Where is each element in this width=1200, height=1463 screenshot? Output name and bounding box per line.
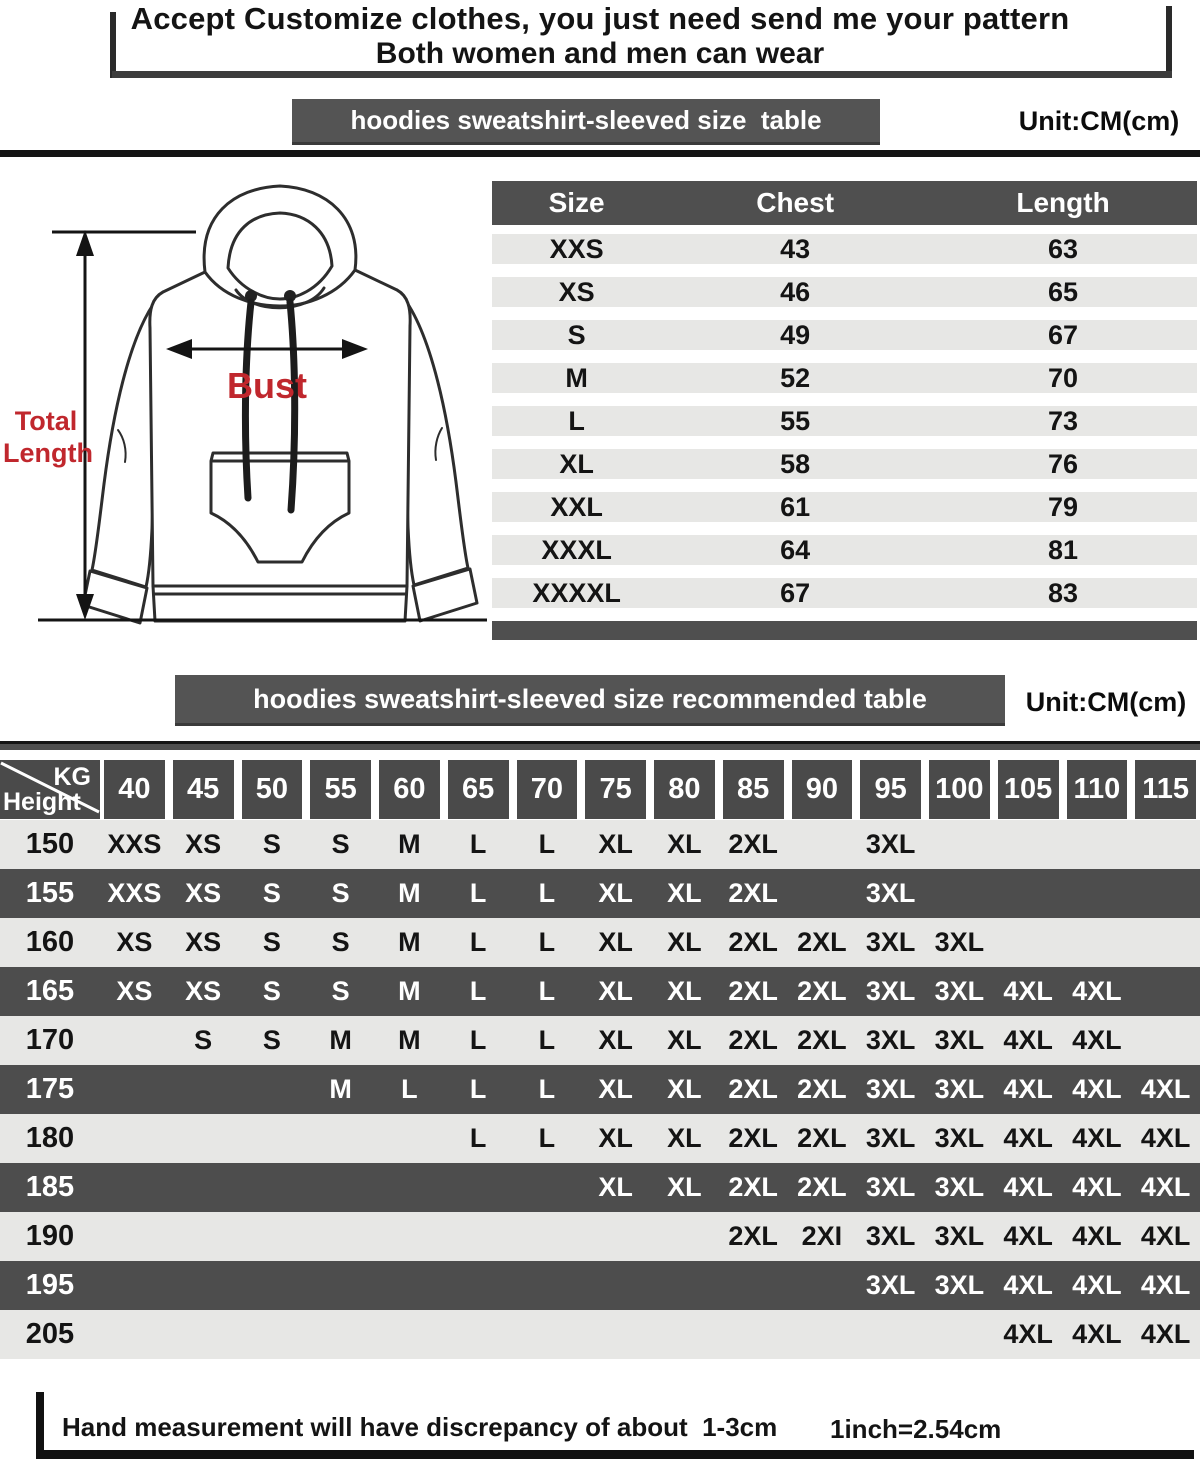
height-label-cell: 185 [25,1171,75,1203]
matrix-row [0,1065,1200,1114]
size-recommendation-cell: S [262,829,281,859]
length-cell: 83 [1048,578,1079,608]
size-recommendation-cell [100,1261,169,1310]
size-recommendation-cell: L [469,976,487,1006]
footer-bottom-bar [36,1450,1194,1459]
footer-left-bar [36,1392,44,1459]
size-recommendation-cell: S [262,1025,281,1055]
size-recommendation-cell: M [398,1025,421,1055]
size-recommendation-cell [1063,918,1132,967]
header-line-1: Accept Customize clothes, you just need send me your pattern [130,1,1070,36]
length-cell: 67 [1048,320,1079,350]
size-recommendation-cell [375,1114,444,1163]
size-recommendation-cell: 4XL [1003,1319,1053,1349]
size-recommendation-cell [1063,820,1132,869]
size-recommendation-cell [238,1261,307,1310]
size-recommendation-cell: XL [667,1172,702,1202]
size-recommendation-cell: 4XL [1003,1270,1053,1300]
size-recommendation-cell: 2XL [797,927,847,957]
size-recommendation-cell [238,1310,307,1359]
size-recommendation-cell [925,820,994,869]
size-recommendation-cell [994,869,1063,918]
weight-header-cell: 105 [998,760,1059,819]
matrix-row [0,820,1200,869]
size-table-row [492,492,1197,522]
chest-cell: 49 [780,320,811,350]
size-recommendation-cell: M [398,927,421,957]
size-recommendation-cell: L [469,1074,487,1104]
size-recommendation-cell [513,1261,582,1310]
header-line-2: Both women and men can wear [375,37,825,70]
size-recommendation-cell [650,1212,719,1261]
inch-conversion: 1inch=2.54cm [830,1414,1002,1444]
size-recommendation-cell: 4XL [1003,1172,1053,1202]
size-recommendation-cell: 4XL [1140,1123,1191,1153]
weight-header-cell: 115 [1135,760,1196,819]
chest-cell: 67 [780,578,811,608]
divider-line-1 [0,150,1200,157]
header-bracket-right [1166,6,1172,76]
size-table-body [492,234,1197,608]
height-label-cell: 165 [25,975,75,1007]
weight-header-cell: 40 [104,760,165,819]
size-recommendation-cell: 2XI [801,1221,843,1251]
size-recommendation-cell [375,1212,444,1261]
size-recommendation-cell: 4XL [1140,1221,1191,1251]
size-recommendation-cell: L [469,829,487,859]
matrix-row [0,1261,1200,1310]
weight-header-cell: 55 [310,760,371,819]
matrix-header-row [0,760,1200,814]
size-recommendation-cell: XS [185,829,222,859]
size-table-column-header: Chest [756,187,835,218]
size-recommendation-cell: 3XL [865,1074,916,1104]
size-recommendation-cell: L [538,1123,556,1153]
size-recommendation-cell: 2XL [728,1221,778,1251]
matrix-row [0,1310,1200,1359]
chest-cell: 43 [780,234,811,264]
size-recommendation-cell: XL [667,1074,702,1104]
size-recommendation-cell: 3XL [865,1123,916,1153]
size-recommendation-cell: XL [598,976,633,1006]
size-recommendation-cell: 2XL [728,829,778,859]
size-recommendation-cell [1131,820,1200,869]
size-recommendation-cell [581,1212,650,1261]
size-recommendation-cell [513,1163,582,1212]
size-table-row [492,277,1197,307]
size-recommendation-cell: XL [598,1074,633,1104]
length-cell: 65 [1048,277,1079,307]
weight-header-cell: 90 [792,760,853,819]
size-recommendation-cell [169,1310,238,1359]
size-recommendation-cell [238,1212,307,1261]
size-recommendation-cell: 3XL [934,927,985,957]
matrix-row [0,967,1200,1016]
size-recommendation-cell: 2XL [728,1025,778,1055]
size-recommendation-cell [100,1212,169,1261]
size-recommendation-cell: S [262,976,281,1006]
corner-kg-label: KG [53,763,91,791]
size-recommendation-cell: L [469,1123,487,1153]
size-recommendation-cell [994,918,1063,967]
size-recommendation-cell: S [194,1025,213,1055]
size-recommendation-cell: L [538,927,556,957]
height-label-cell: 160 [25,926,75,958]
size-recommendation-cell [581,1261,650,1310]
chest-cell: 61 [780,492,811,522]
size-recommendation-cell: S [331,878,350,908]
size-recommendation-cell: L [538,976,556,1006]
size-recommendation-cell [788,820,857,869]
divider-line-2 [0,741,1200,750]
size-table-row [492,363,1197,393]
size-cell: XXXL [541,535,612,565]
recommended-table-banner-label: hoodies sweatshirt-sleeved size recommended table [253,683,927,714]
height-label-cell: 205 [25,1318,75,1350]
weight-header-cell: 110 [1067,760,1128,819]
size-recommendation-cell [1063,869,1132,918]
unit-label-1: Unit:CM(cm) [1018,106,1180,136]
size-recommendation-cell: XL [667,829,702,859]
size-recommendation-cell: XXS [107,878,162,908]
size-recommendation-cell: 4XL [1140,1172,1191,1202]
size-recommendation-cell: 2XL [728,976,778,1006]
weight-header-cell: 50 [242,760,303,819]
size-recommendation-cell: 4XL [1072,1319,1122,1349]
chest-cell: 58 [780,449,811,479]
size-recommendation-cell: 2XL [728,927,778,957]
matrix-row [0,1212,1200,1261]
size-recommendation-cell [581,1310,650,1359]
size-recommendation-cell: XL [598,1025,633,1055]
size-table [492,181,1197,640]
height-label-cell: 170 [25,1024,75,1056]
height-label-cell: 150 [25,828,75,860]
size-recommendation-cell [375,1261,444,1310]
size-recommendation-cell: 4XL [1003,1074,1053,1104]
size-recommendation-cell: XS [116,927,153,957]
size-recommendation-cell [100,1016,169,1065]
chest-cell: 55 [780,406,811,436]
size-recommendation-cell: XL [598,1172,633,1202]
header-bracket-left [110,12,116,78]
size-recommendation-cell: 4XL [1140,1270,1191,1300]
size-recommendation-cell [306,1163,375,1212]
size-recommendation-cell: 4XL [1003,1025,1053,1055]
size-recommendation-cell: M [398,976,421,1006]
size-recommendation-cell: XL [667,1025,702,1055]
size-recommendation-cell: M [398,829,421,859]
size-recommendation-cell: S [262,927,281,957]
size-recommendation-cell [719,1310,788,1359]
size-recommendation-cell: XL [667,976,702,1006]
size-recommendation-cell: 3XL [934,976,985,1006]
size-recommendation-cell: 3XL [865,829,916,859]
chest-cell: 52 [780,363,811,393]
size-recommendation-cell [994,820,1063,869]
size-recommendation-cell [650,1310,719,1359]
size-recommendation-cell: 2XL [797,1172,847,1202]
size-recommendation-cell [444,1261,513,1310]
size-table-row [492,234,1197,264]
size-recommendation-cell: L [469,1025,487,1055]
size-recommendation-cell [788,1310,857,1359]
size-recommendation-cell [719,1261,788,1310]
size-recommendation-cell: 2XL [797,1123,847,1153]
length-cell: 73 [1048,406,1079,436]
size-recommendation-cell: M [398,878,421,908]
size-recommendation-cell: 3XL [934,1172,985,1202]
size-table-banner [292,99,880,145]
size-recommendation-cell: XXS [107,829,162,859]
height-label-cell: 190 [25,1220,75,1252]
size-recommendation-cell [306,1114,375,1163]
size-recommendation-cell: 4XL [1072,1221,1122,1251]
size-recommendation-cell [100,1114,169,1163]
size-recommendation-cell [100,1163,169,1212]
height-label-cell: 155 [25,877,75,909]
size-recommendation-cell: 2XL [797,1025,847,1055]
size-recommendation-cell: L [401,1074,418,1104]
size-table-footer-bar [492,621,1197,640]
size-table-row [492,535,1197,565]
size-table-header [492,181,1197,225]
size-recommendation-cell [238,1065,307,1114]
size-cell: XXXXL [532,578,621,608]
size-recommendation-cell: 4XL [1072,1123,1122,1153]
size-cell: XXL [550,492,603,522]
matrix-row [0,1163,1200,1212]
matrix-row [0,1016,1200,1065]
size-recommendation-cell: XL [598,927,633,957]
size-recommendation-cell: 3XL [934,1270,985,1300]
size-recommendation-cell: L [469,878,487,908]
size-recommendation-cell: 2XL [797,1074,847,1104]
size-recommendation-cell: 2XL [728,1123,778,1153]
weight-header-cell: 100 [929,760,990,819]
size-recommendation-cell: M [329,1074,352,1104]
weight-header-cell: 80 [654,760,715,819]
size-recommendation-cell: L [538,829,556,859]
length-cell: 81 [1048,535,1079,565]
matrix-row [0,869,1200,918]
size-recommendation-cell: 3XL [865,976,916,1006]
size-recommendation-cell: 4XL [1072,976,1122,1006]
height-label-cell: 195 [25,1269,75,1301]
size-recommendation-cell [306,1261,375,1310]
size-recommendation-cell: 3XL [865,878,916,908]
weight-header-cell: 45 [173,760,234,819]
size-recommendation-cell [306,1212,375,1261]
weight-header-cell: 95 [860,760,921,819]
size-recommendation-cell: XL [667,927,702,957]
total-length-label-line1: Total [14,406,78,436]
size-recommendation-cell: 3XL [865,1221,916,1251]
size-recommendation-cell: 3XL [865,1025,916,1055]
weight-header-cell: 60 [379,760,440,819]
size-recommendation-cell: 4XL [1072,1172,1122,1202]
size-table-row [492,449,1197,479]
size-recommendation-cell: 4XL [1072,1025,1122,1055]
matrix-corner-cell [0,760,100,819]
height-label-cell: 175 [25,1073,75,1105]
size-table-row [492,406,1197,436]
size-recommendation-cell [238,1163,307,1212]
size-recommendation-cell [513,1212,582,1261]
size-recommendation-cell [1131,869,1200,918]
size-recommendation-cell: XL [667,1123,702,1153]
size-recommendation-cell [925,1310,994,1359]
size-recommendation-cell: S [331,829,350,859]
unit-label-2: Unit:CM(cm) [1025,687,1187,717]
measurement-note: Hand measurement will have discrepancy of about 1-3cm [62,1412,778,1442]
size-recommendation-cell: S [262,878,281,908]
size-recommendation-cell [1131,918,1200,967]
size-recommendation-cell [169,1163,238,1212]
size-recommendation-cell: M [329,1025,352,1055]
chest-cell: 46 [780,277,811,307]
weight-header-cell: 75 [585,760,646,819]
size-recommendation-cell: 2XL [728,1172,778,1202]
size-recommendation-cell: 4XL [1003,1123,1053,1153]
matrix-row [0,918,1200,967]
length-cell: 70 [1048,363,1079,393]
size-recommendation-cell: 3XL [934,1025,985,1055]
size-recommendation-cell: XL [667,878,702,908]
size-recommendation-cell [375,1163,444,1212]
recommended-size-matrix [0,760,1200,1359]
length-cell: 63 [1048,234,1079,264]
length-cell: 76 [1048,449,1079,479]
size-recommendation-cell [306,1310,375,1359]
chest-cell: 64 [780,535,811,565]
size-recommendation-cell [1131,1016,1200,1065]
size-cell: S [567,320,586,350]
size-recommendation-cell [444,1212,513,1261]
size-recommendation-cell [856,1310,925,1359]
size-recommendation-cell: S [331,976,350,1006]
size-recommendation-cell: 4XL [1072,1270,1122,1300]
hoodie-measurement-diagram [0,168,490,653]
size-table-banner-label: hoodies sweatshirt-sleeved size table [350,105,822,135]
matrix-row [0,1114,1200,1163]
size-recommendation-cell: XS [185,927,222,957]
size-recommendation-cell: 4XL [1072,1074,1122,1104]
size-recommendation-cell [444,1163,513,1212]
size-recommendation-cell [650,1261,719,1310]
size-recommendation-cell: L [469,927,487,957]
size-cell: XL [559,449,594,479]
size-cell: XXS [549,234,604,264]
size-recommendation-cell: 3XL [865,1172,916,1202]
size-recommendation-cell: 3XL [865,927,916,957]
size-table-row [492,320,1197,350]
size-recommendation-cell: 3XL [934,1221,985,1251]
size-recommendation-cell: XL [598,829,633,859]
size-recommendation-cell: L [538,878,556,908]
size-recommendation-cell: 3XL [865,1270,916,1300]
size-recommendation-cell [169,1114,238,1163]
size-recommendation-cell [513,1310,582,1359]
size-recommendation-cell [925,869,994,918]
size-recommendation-cell: XL [598,878,633,908]
matrix-body [0,820,1200,1359]
total-length-label-line2: Length [3,438,93,468]
size-recommendation-cell [1131,967,1200,1016]
size-table-row [492,578,1197,608]
height-label-cell: 180 [25,1122,75,1154]
size-recommendation-cell: 2XL [728,878,778,908]
size-recommendation-cell: 4XL [1003,976,1053,1006]
header-underline [112,71,1172,78]
size-recommendation-cell: 3XL [934,1074,985,1104]
size-recommendation-cell: L [538,1025,556,1055]
size-cell: L [568,406,585,436]
corner-height-label: Height [3,788,81,816]
recommended-table-banner [175,675,1005,726]
size-recommendation-cell [444,1310,513,1359]
size-recommendation-cell [238,1114,307,1163]
size-table-column-header: Length [1016,187,1110,218]
size-recommendation-cell [788,1261,857,1310]
size-recommendation-cell: L [538,1074,556,1104]
size-recommendation-cell: 4XL [1140,1319,1191,1349]
bust-label: Bust [227,365,307,406]
size-recommendation-cell: S [331,927,350,957]
size-recommendation-cell [788,869,857,918]
size-table-column-header: Size [548,187,605,218]
size-recommendation-cell [169,1261,238,1310]
size-recommendation-cell: XS [185,976,222,1006]
size-recommendation-cell: 3XL [934,1123,985,1153]
size-cell: XS [558,277,595,307]
weight-header-cell: 70 [517,760,578,819]
size-recommendation-cell [169,1212,238,1261]
size-recommendation-cell: XL [598,1123,633,1153]
size-recommendation-cell [100,1310,169,1359]
length-cell: 79 [1048,492,1079,522]
weight-header-cell: 85 [723,760,784,819]
size-recommendation-cell [100,1065,169,1114]
size-recommendation-cell: XS [185,878,222,908]
size-cell: M [565,363,588,393]
size-recommendation-cell [169,1065,238,1114]
size-recommendation-cell: 2XL [728,1074,778,1104]
size-recommendation-cell [375,1310,444,1359]
size-recommendation-cell: 4XL [1140,1074,1191,1104]
weight-header-cell: 65 [448,760,509,819]
size-recommendation-cell: 4XL [1003,1221,1053,1251]
size-recommendation-cell: XS [116,976,153,1006]
size-recommendation-cell: 2XL [797,976,847,1006]
